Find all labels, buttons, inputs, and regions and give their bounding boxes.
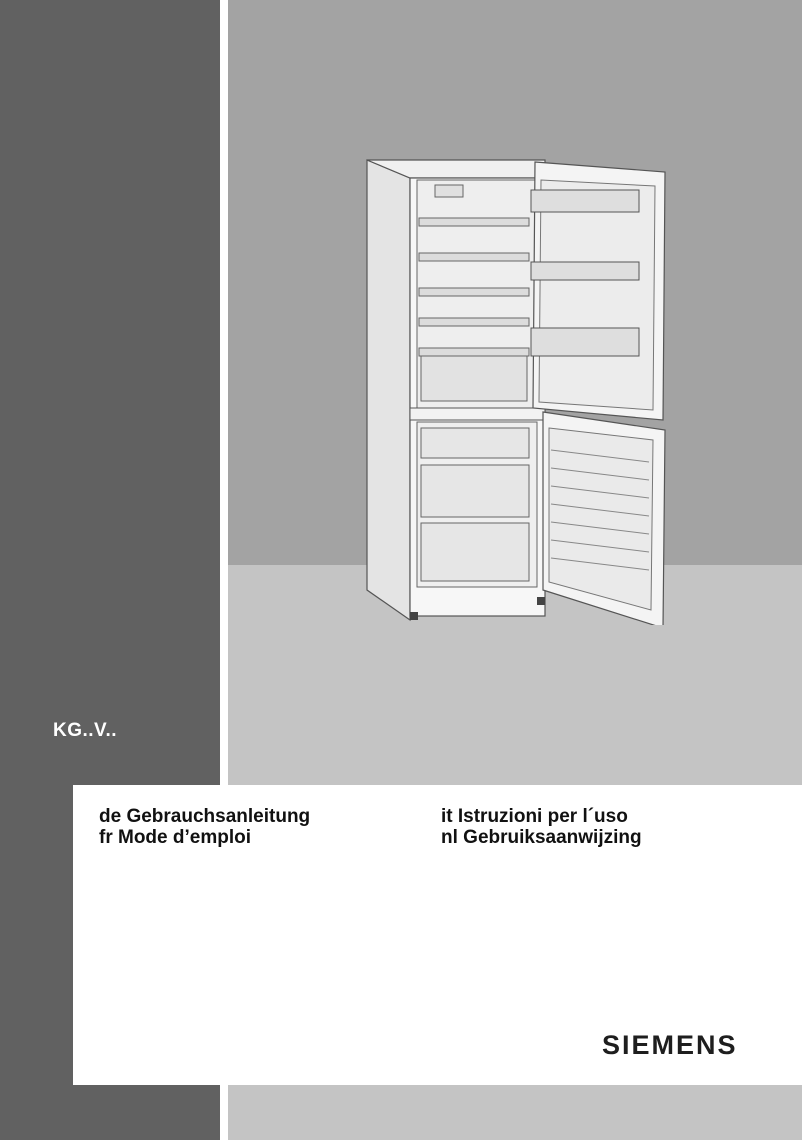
brand-logo: SIEMENS [602,1030,738,1060]
manual-nl: nl Gebruiksaanwijzing [441,827,642,848]
manual-it: it Istruzioni per l´uso [441,806,628,827]
model-code: KG..V.. [53,720,118,741]
bottom-strip [228,1085,802,1140]
accent-bar [56,785,73,1085]
manual-fr: fr Mode d’emploi [99,827,251,848]
manual-de: de Gebrauchsanleitung [99,806,311,827]
bottom-left-band [0,1085,220,1140]
fridge-freezer-illustration [355,150,675,625]
